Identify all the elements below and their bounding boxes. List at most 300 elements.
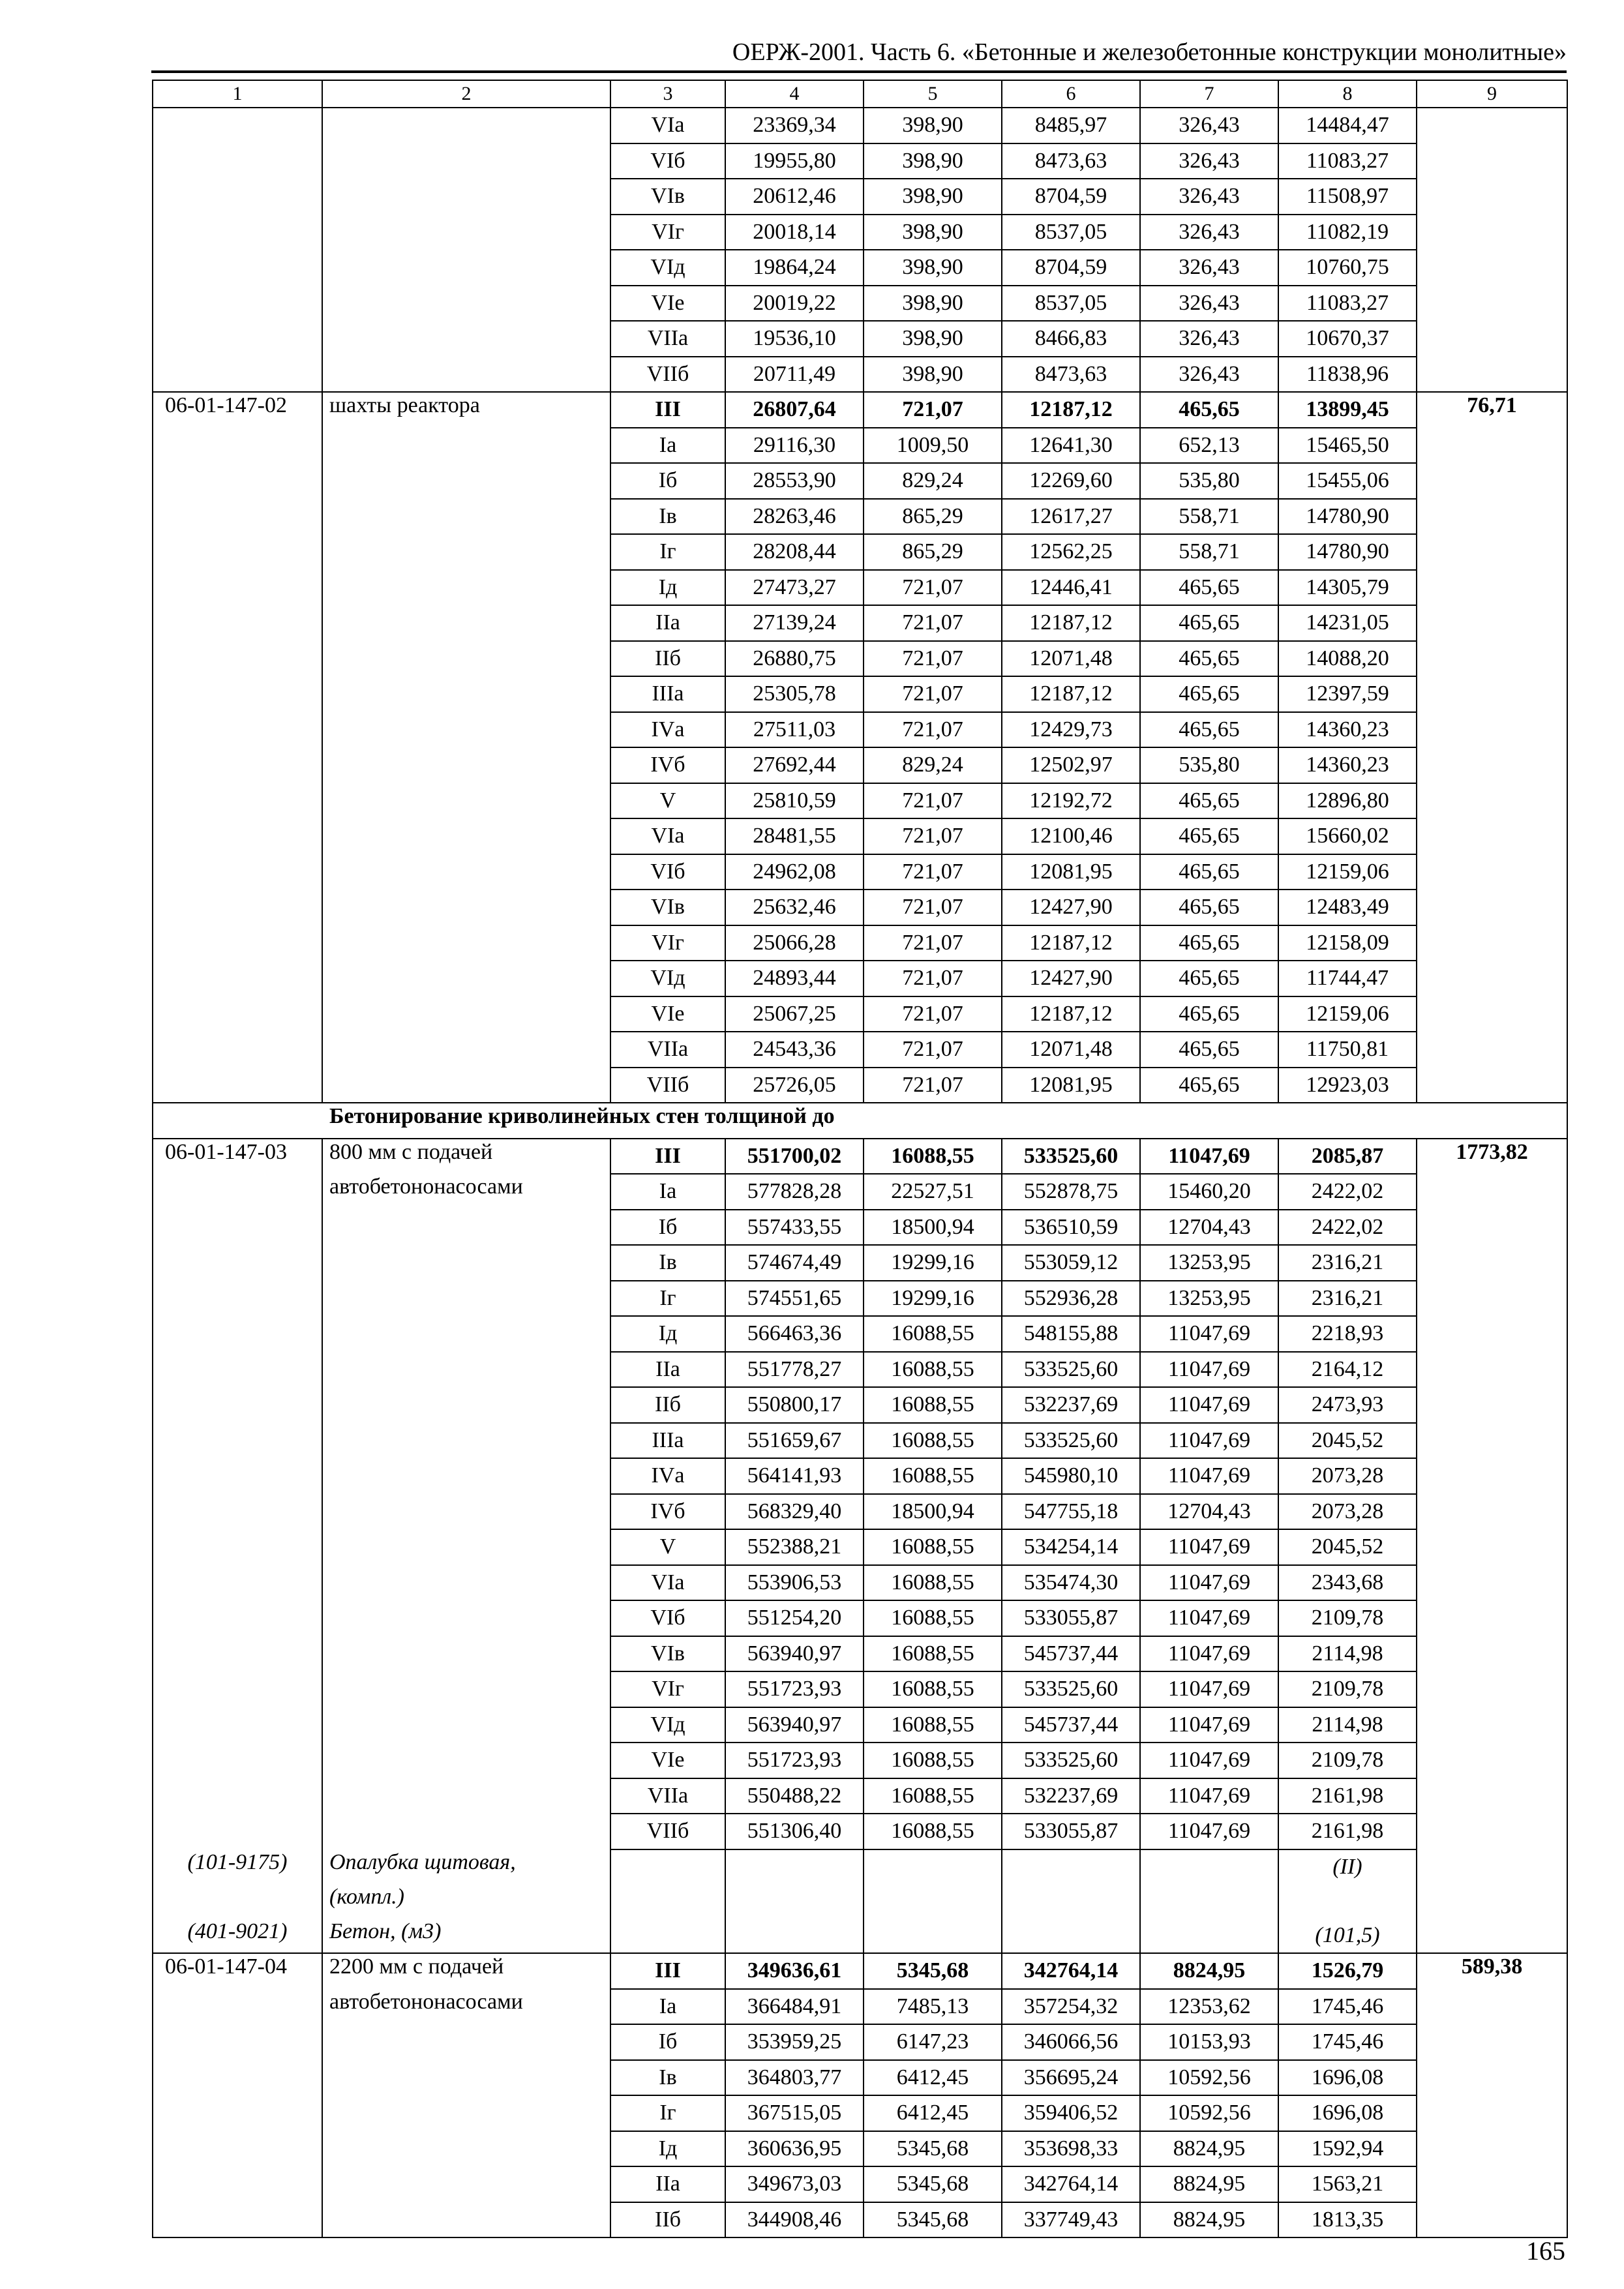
value-cell: 2218,93	[1278, 1316, 1417, 1352]
rate-code	[153, 925, 322, 961]
value-cell: 19955,80	[725, 143, 864, 179]
zone-cell: Iд	[610, 570, 725, 606]
zone-cell: VIд	[610, 1707, 725, 1743]
value-cell: 2085,87	[1278, 1139, 1417, 1174]
zone-cell: VIг	[610, 925, 725, 961]
value-cell: 865,29	[864, 534, 1002, 570]
value-cell: 22527,51	[864, 1174, 1002, 1210]
value-cell: 12641,30	[1002, 428, 1140, 464]
zone-cell: VIIб	[610, 1814, 725, 1849]
value-cell: 574674,49	[725, 1245, 864, 1281]
rate-code	[153, 961, 322, 996]
zone-cell	[610, 1849, 725, 1885]
rate-code	[153, 1281, 322, 1317]
value-cell	[1140, 1884, 1278, 1919]
zone-cell: Iд	[610, 2131, 725, 2167]
value-cell: 721,07	[864, 996, 1002, 1032]
value-cell: 8824,95	[1140, 1953, 1278, 1989]
value-cell: 18500,94	[864, 1210, 1002, 1246]
work-name	[322, 108, 610, 143]
rate-code: 06-01-147-02	[153, 392, 322, 428]
labor-cell	[1417, 1565, 1567, 1601]
labor-cell	[1417, 1068, 1567, 1103]
value-cell: 721,07	[864, 570, 1002, 606]
labor-cell	[1417, 1281, 1567, 1317]
value-cell: 551723,93	[725, 1743, 864, 1778]
value-cell: 13253,95	[1140, 1245, 1278, 1281]
value-cell: 11083,27	[1278, 286, 1417, 322]
value-cell: 552388,21	[725, 1529, 864, 1565]
rate-code	[153, 1565, 322, 1601]
value-cell: 5345,68	[864, 2166, 1002, 2202]
table-row	[153, 286, 1567, 322]
work-name	[322, 2131, 610, 2167]
value-cell: 14484,47	[1278, 108, 1417, 143]
table-row	[153, 890, 1567, 925]
labor-cell	[1417, 1352, 1567, 1388]
col-num: 2	[322, 80, 610, 108]
col-num: 6	[1002, 80, 1140, 108]
price-table	[152, 80, 1568, 2238]
value-cell: 551700,02	[725, 1139, 864, 1174]
rate-code	[153, 1352, 322, 1388]
labor-cell: 589,38	[1417, 1953, 1567, 1989]
table-row	[153, 570, 1567, 606]
value-cell: 721,07	[864, 818, 1002, 854]
table-row	[153, 143, 1567, 179]
table-row	[153, 1814, 1567, 1849]
labor-cell	[1417, 1849, 1567, 1885]
value-cell: 8704,59	[1002, 250, 1140, 286]
rate-code	[153, 428, 322, 464]
value-cell: 26807,64	[725, 392, 864, 428]
labor-cell	[1417, 2166, 1567, 2202]
zone-cell	[610, 1884, 725, 1919]
value-cell: 533525,60	[1002, 1743, 1140, 1778]
rate-code	[153, 1210, 322, 1246]
value-cell: 14360,23	[1278, 747, 1417, 783]
value-cell: 8537,05	[1002, 215, 1140, 250]
zone-cell: V	[610, 783, 725, 819]
work-name	[322, 712, 610, 748]
labor-cell	[1417, 179, 1567, 215]
value-cell: 13899,45	[1278, 392, 1417, 428]
value-cell: 721,07	[864, 605, 1002, 641]
value-cell: 465,65	[1140, 890, 1278, 925]
zone-cell: Iг	[610, 534, 725, 570]
value-cell: 12187,12	[1002, 392, 1140, 428]
work-name	[322, 961, 610, 996]
value-cell: 12192,72	[1002, 783, 1140, 819]
value-cell: 721,07	[864, 783, 1002, 819]
labor-cell	[1417, 2202, 1567, 2238]
value-cell: 27473,27	[725, 570, 864, 606]
table-row	[153, 1245, 1567, 1281]
table-row	[153, 818, 1567, 854]
rate-code	[153, 1316, 322, 1352]
table-row	[153, 1636, 1567, 1672]
labor-cell	[1417, 783, 1567, 819]
value-cell: 563940,97	[725, 1636, 864, 1672]
rate-code	[153, 712, 322, 748]
value-cell: 2073,28	[1278, 1494, 1417, 1530]
value-cell: 568329,40	[725, 1494, 864, 1530]
value-cell: 721,07	[864, 641, 1002, 677]
work-name	[322, 570, 610, 606]
work-name	[322, 1636, 610, 1672]
value-cell: 465,65	[1140, 854, 1278, 890]
value-cell: 465,65	[1140, 996, 1278, 1032]
rate-code	[153, 2202, 322, 2238]
work-name	[322, 1565, 610, 1601]
value-cell: 465,65	[1140, 641, 1278, 677]
value-cell: 8473,63	[1002, 143, 1140, 179]
value-cell: 18500,94	[864, 1494, 1002, 1530]
value-cell: 2422,02	[1278, 1210, 1417, 1246]
labor-cell	[1417, 357, 1567, 393]
value-cell: 28208,44	[725, 534, 864, 570]
value-cell: 14231,05	[1278, 605, 1417, 641]
value-cell	[864, 1919, 1002, 1954]
work-name	[322, 2202, 610, 2238]
labor-cell	[1417, 428, 1567, 464]
table-row	[153, 1989, 1567, 2025]
value-cell: 342764,14	[1002, 1953, 1140, 1989]
value-cell: 2422,02	[1278, 1174, 1417, 1210]
value-cell: 326,43	[1140, 250, 1278, 286]
zone-cell: IIа	[610, 605, 725, 641]
zone-cell: VIIб	[610, 357, 725, 393]
value-cell: 12071,48	[1002, 641, 1140, 677]
value-cell: 8824,95	[1140, 2202, 1278, 2238]
zone-cell: IVб	[610, 1494, 725, 1530]
value-cell: 19299,16	[864, 1245, 1002, 1281]
table-row	[153, 250, 1567, 286]
value-cell: 551723,93	[725, 1671, 864, 1707]
value-cell: 12446,41	[1002, 570, 1140, 606]
rate-code	[153, 2166, 322, 2202]
value-cell: 8824,95	[1140, 2131, 1278, 2167]
value-cell: 353698,33	[1002, 2131, 1140, 2167]
labor-cell	[1417, 996, 1567, 1032]
value-cell: (101,5)	[1278, 1919, 1417, 1954]
value-cell: 12159,06	[1278, 854, 1417, 890]
value-cell: 8537,05	[1002, 286, 1140, 322]
value-cell: 11047,69	[1140, 1743, 1278, 1778]
value-cell: 14780,90	[1278, 499, 1417, 535]
zone-cell: Iб	[610, 463, 725, 499]
value-cell: 326,43	[1140, 179, 1278, 215]
value-cell: 465,65	[1140, 570, 1278, 606]
zone-cell: VIIа	[610, 1778, 725, 1814]
table-row	[153, 1068, 1567, 1103]
labor-cell: 76,71	[1417, 392, 1567, 428]
value-cell: 2109,78	[1278, 1600, 1417, 1636]
value-cell: 11047,69	[1140, 1600, 1278, 1636]
col-num: 7	[1140, 80, 1278, 108]
value-cell: 398,90	[864, 321, 1002, 357]
work-name	[322, 215, 610, 250]
table-row	[153, 463, 1567, 499]
value-cell: 12187,12	[1002, 996, 1140, 1032]
value-cell: 12427,90	[1002, 961, 1140, 996]
labor-cell	[1417, 747, 1567, 783]
table-row	[153, 996, 1567, 1032]
table-row	[153, 2060, 1567, 2096]
value-cell	[1140, 1919, 1278, 1954]
value-cell: 465,65	[1140, 605, 1278, 641]
rate-code	[153, 1387, 322, 1423]
zone-cell: IVа	[610, 712, 725, 748]
zone-cell: VIIб	[610, 1068, 725, 1103]
value-cell: 550488,22	[725, 1778, 864, 1814]
work-name	[322, 818, 610, 854]
rate-code	[153, 1743, 322, 1778]
labor-cell	[1417, 818, 1567, 854]
zone-cell: Iа	[610, 1174, 725, 1210]
zone-cell: IIб	[610, 2202, 725, 2238]
value-cell: 551659,67	[725, 1423, 864, 1459]
work-name: автобетононасосами	[322, 1174, 610, 1210]
value-cell: 27139,24	[725, 605, 864, 641]
value-cell: 12081,95	[1002, 854, 1140, 890]
value-cell: 359406,52	[1002, 2095, 1140, 2131]
table-row	[153, 1423, 1567, 1459]
zone-cell: VIв	[610, 1636, 725, 1672]
value-cell: 12896,80	[1278, 783, 1417, 819]
labor-cell	[1417, 1919, 1567, 1954]
value-cell: 2114,98	[1278, 1636, 1417, 1672]
rate-code	[153, 321, 322, 357]
value-cell: 8473,63	[1002, 357, 1140, 393]
zone-cell: Iб	[610, 2024, 725, 2060]
value-cell: 8485,97	[1002, 108, 1140, 143]
value-cell: 13253,95	[1140, 1281, 1278, 1317]
value-cell: 577828,28	[725, 1174, 864, 1210]
value-cell: 550800,17	[725, 1387, 864, 1423]
value-cell: 2114,98	[1278, 1707, 1417, 1743]
value-cell: 10592,56	[1140, 2060, 1278, 2096]
table-row	[153, 1565, 1567, 1601]
value-cell: 11083,27	[1278, 143, 1417, 179]
rate-code	[153, 2024, 322, 2060]
rate-code	[153, 250, 322, 286]
rate-code	[153, 1600, 322, 1636]
zone-cell: VIIа	[610, 1032, 725, 1068]
labor-cell	[1417, 1174, 1567, 1210]
zone-cell: IIIа	[610, 676, 725, 712]
value-cell: 12187,12	[1002, 925, 1140, 961]
value-cell: 342764,14	[1002, 2166, 1140, 2202]
table-row	[153, 2131, 1567, 2167]
rate-code	[153, 2131, 322, 2167]
work-name	[322, 676, 610, 712]
value-cell: 535,80	[1140, 747, 1278, 783]
value-cell: 1745,46	[1278, 1989, 1417, 2025]
labor-cell	[1417, 605, 1567, 641]
value-cell: 27511,03	[725, 712, 864, 748]
value-cell: 25810,59	[725, 783, 864, 819]
value-cell: 360636,95	[725, 2131, 864, 2167]
work-name	[322, 499, 610, 535]
zone-cell: VIв	[610, 890, 725, 925]
value-cell: 326,43	[1140, 215, 1278, 250]
table-row	[153, 1352, 1567, 1388]
table-row	[153, 108, 1567, 143]
value-cell: 326,43	[1140, 357, 1278, 393]
value-cell: 1696,08	[1278, 2060, 1417, 2096]
labor-cell	[1417, 1423, 1567, 1459]
work-name	[322, 1281, 610, 1317]
value-cell: 11838,96	[1278, 357, 1417, 393]
table-row	[153, 2095, 1567, 2131]
work-name	[322, 1458, 610, 1494]
labor-cell	[1417, 890, 1567, 925]
value-cell: 551254,20	[725, 1600, 864, 1636]
labor-cell	[1417, 250, 1567, 286]
value-cell: 2161,98	[1278, 1814, 1417, 1849]
value-cell: 865,29	[864, 499, 1002, 535]
labor-cell	[1417, 2024, 1567, 2060]
value-cell: 721,07	[864, 1068, 1002, 1103]
labor-cell	[1417, 143, 1567, 179]
value-cell: 364803,77	[725, 2060, 864, 2096]
value-cell: 11047,69	[1140, 1671, 1278, 1707]
labor-cell	[1417, 1707, 1567, 1743]
value-cell: 16088,55	[864, 1139, 1002, 1174]
rate-code	[153, 1529, 322, 1565]
zone-cell: Iа	[610, 428, 725, 464]
rate-code	[153, 783, 322, 819]
value-cell: 14780,90	[1278, 534, 1417, 570]
value-cell: 20019,22	[725, 286, 864, 322]
value-cell: 28263,46	[725, 499, 864, 535]
value-cell: 11047,69	[1140, 1458, 1278, 1494]
value-cell: 2109,78	[1278, 1671, 1417, 1707]
value-cell: 25726,05	[725, 1068, 864, 1103]
rate-code	[153, 1032, 322, 1068]
rate-code: 06-01-147-04	[153, 1953, 322, 1989]
value-cell: 721,07	[864, 890, 1002, 925]
resource-code: (101-9175)	[153, 1849, 322, 1885]
work-name	[322, 179, 610, 215]
value-cell: 11047,69	[1140, 1352, 1278, 1388]
labor-cell	[1417, 286, 1567, 322]
labor-cell	[1417, 215, 1567, 250]
value-cell: 552878,75	[1002, 1174, 1140, 1210]
rate-code	[153, 570, 322, 606]
labor-cell	[1417, 1778, 1567, 1814]
rate-code	[153, 676, 322, 712]
table-row	[153, 961, 1567, 996]
value-cell: 11047,69	[1140, 1529, 1278, 1565]
value-cell: 357254,32	[1002, 1989, 1140, 2025]
zone-cell: Iв	[610, 1245, 725, 1281]
value-cell: 11750,81	[1278, 1032, 1417, 1068]
value-cell: 398,90	[864, 108, 1002, 143]
value-cell: 465,65	[1140, 818, 1278, 854]
value-cell: 465,65	[1140, 392, 1278, 428]
rate-code	[153, 1989, 322, 2025]
work-name	[322, 1245, 610, 1281]
work-name	[322, 1387, 610, 1423]
value-cell: 25305,78	[725, 676, 864, 712]
value-cell: 535,80	[1140, 463, 1278, 499]
value-cell	[725, 1919, 864, 1954]
value-cell: 19536,10	[725, 321, 864, 357]
section-heading: Бетонирование криволинейных стен толщиной до	[153, 1103, 1567, 1139]
value-cell: 6412,45	[864, 2095, 1002, 2131]
table-row	[153, 499, 1567, 535]
value-cell: 533525,60	[1002, 1423, 1140, 1459]
work-name	[322, 428, 610, 464]
value-cell	[1002, 1849, 1140, 1885]
value-cell: 465,65	[1140, 783, 1278, 819]
work-name	[322, 2166, 610, 2202]
value-cell: 25067,25	[725, 996, 864, 1032]
zone-cell: VIг	[610, 1671, 725, 1707]
labor-cell	[1417, 2060, 1567, 2096]
zone-cell: Iд	[610, 1316, 725, 1352]
work-name	[322, 1210, 610, 1246]
table-row	[153, 1458, 1567, 1494]
labor-cell	[1417, 1032, 1567, 1068]
value-cell: 367515,05	[725, 2095, 864, 2131]
table-row	[153, 1529, 1567, 1565]
labor-cell	[1417, 1529, 1567, 1565]
value-cell: 20018,14	[725, 215, 864, 250]
table-row	[153, 925, 1567, 961]
labor-cell	[1417, 570, 1567, 606]
value-cell: 564141,93	[725, 1458, 864, 1494]
col-num: 3	[610, 80, 725, 108]
table-row	[153, 1494, 1567, 1530]
value-cell: 16088,55	[864, 1565, 1002, 1601]
value-cell: 11082,19	[1278, 215, 1417, 250]
value-cell: 5345,68	[864, 1953, 1002, 1989]
value-cell: 16088,55	[864, 1636, 1002, 1672]
value-cell: 12187,12	[1002, 605, 1140, 641]
value-cell: 558,71	[1140, 534, 1278, 570]
value-cell: 28481,55	[725, 818, 864, 854]
value-cell: 721,07	[864, 925, 1002, 961]
table-row	[153, 1600, 1567, 1636]
rate-code	[153, 747, 322, 783]
value-cell: 326,43	[1140, 108, 1278, 143]
value-cell: 534254,14	[1002, 1529, 1140, 1565]
rate-code	[153, 996, 322, 1032]
value-cell: 346066,56	[1002, 2024, 1140, 2060]
labor-cell	[1417, 1671, 1567, 1707]
value-cell: 465,65	[1140, 1032, 1278, 1068]
value-cell: 1009,50	[864, 428, 1002, 464]
value-cell: 533525,60	[1002, 1671, 1140, 1707]
value-cell: (II)	[1278, 1849, 1417, 1885]
value-cell: 551306,40	[725, 1814, 864, 1849]
rate-code	[153, 1671, 322, 1707]
labor-cell	[1417, 676, 1567, 712]
resource-note-row	[153, 1884, 1567, 1919]
work-name: шахты реактора	[322, 392, 610, 428]
value-cell: 11047,69	[1140, 1565, 1278, 1601]
labor-cell	[1417, 925, 1567, 961]
work-name	[322, 1778, 610, 1814]
labor-cell	[1417, 2131, 1567, 2167]
value-cell: 532237,69	[1002, 1778, 1140, 1814]
zone-cell: VIд	[610, 961, 725, 996]
work-name	[322, 1352, 610, 1388]
work-name	[322, 357, 610, 393]
